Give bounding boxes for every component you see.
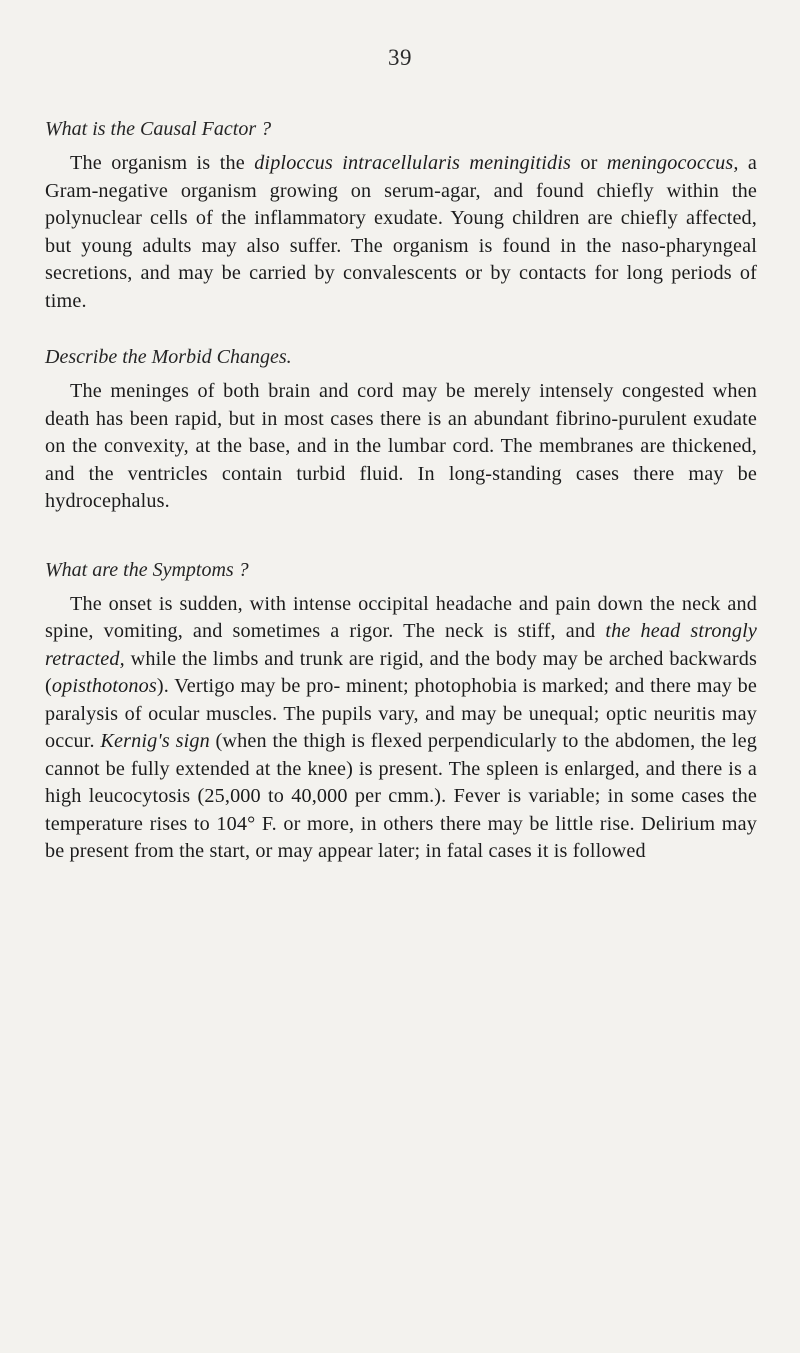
- italic-head-retracted: the head strongly retracted,: [45, 620, 757, 670]
- section-spacer: [45, 315, 757, 343]
- section-heading-symptoms: What are the Symptoms ?: [45, 558, 249, 581]
- section-heading-morbid-changes: Describe the Morbid Changes.: [45, 346, 292, 368]
- page-number: 39: [388, 45, 412, 70]
- text-run: The meninges of both brain and cord may be merely intensely congested when death has been rapid, but in most cases there is an abundant fibrino-purulent exudate on the convexity, at the base, and in the lumbar cord. The membranes are thickened, and the ventricles contain turbid fluid. In long-standing cases there may be hydrocephalus.: [45, 380, 757, 512]
- text-run: ). Vertigo may be pro- minent; photophobia is marked; and there may be paralysis of ocular muscles. The pupils vary, and may be unequal; optic neuritis may occur.: [45, 675, 757, 752]
- paragraph-morbid-changes: [45, 378, 757, 516]
- text-run: The organism is the: [70, 152, 255, 174]
- paragraph-causal-factor: [45, 150, 757, 315]
- italic-kernigs-sign: Kernig's sign: [100, 730, 210, 752]
- text-run: a Gram-negative organism growing on serum-agar, and found chiefly within the polynuclear cells of the inflammatory exudate. Young children are chiefly affected, but young adults may also suffer. The organism is found in the naso-pharyngeal secretions, and may be carried by convalescents or by contacts for long periods of time.: [45, 152, 758, 312]
- text-run: or: [571, 152, 607, 174]
- italic-organism-name: diploccus intracellularis meningitidis: [254, 152, 572, 174]
- section-heading-causal-factor: What is the Causal Factor ?: [45, 118, 272, 140]
- section-spacer: [45, 516, 757, 556]
- page-content: [45, 115, 757, 866]
- text-run: while the limbs and trunk are rigid, and the body may be arched backwards (: [45, 647, 757, 697]
- text-run: (when the thigh is flexed perpendicularly to the abdomen, the leg cannot be fully extended at the knee) is present. The spleen is enlarged, and there is a high leucocytosis (25,000 to 40,000 per cmm.). Fever is variable; in some cases the temperature rises to 104° F. or more, in others there may be little rise. Delirium may be present from the start, or may appear later; in fatal cases it is followed: [45, 730, 757, 862]
- section-causal-factor: [45, 115, 757, 315]
- paragraph-symptoms: [45, 591, 757, 866]
- section-symptoms: [45, 556, 757, 866]
- italic-opisthotonos: opisthotonos: [51, 675, 157, 697]
- text-run: The onset is sudden, with intense occipital headache and pain down the neck and spine, vomiting, and sometimes a rigor. The neck is stiff, and: [45, 592, 757, 642]
- italic-meningococcus: meningococcus,: [606, 152, 739, 174]
- section-morbid-changes: [45, 343, 757, 516]
